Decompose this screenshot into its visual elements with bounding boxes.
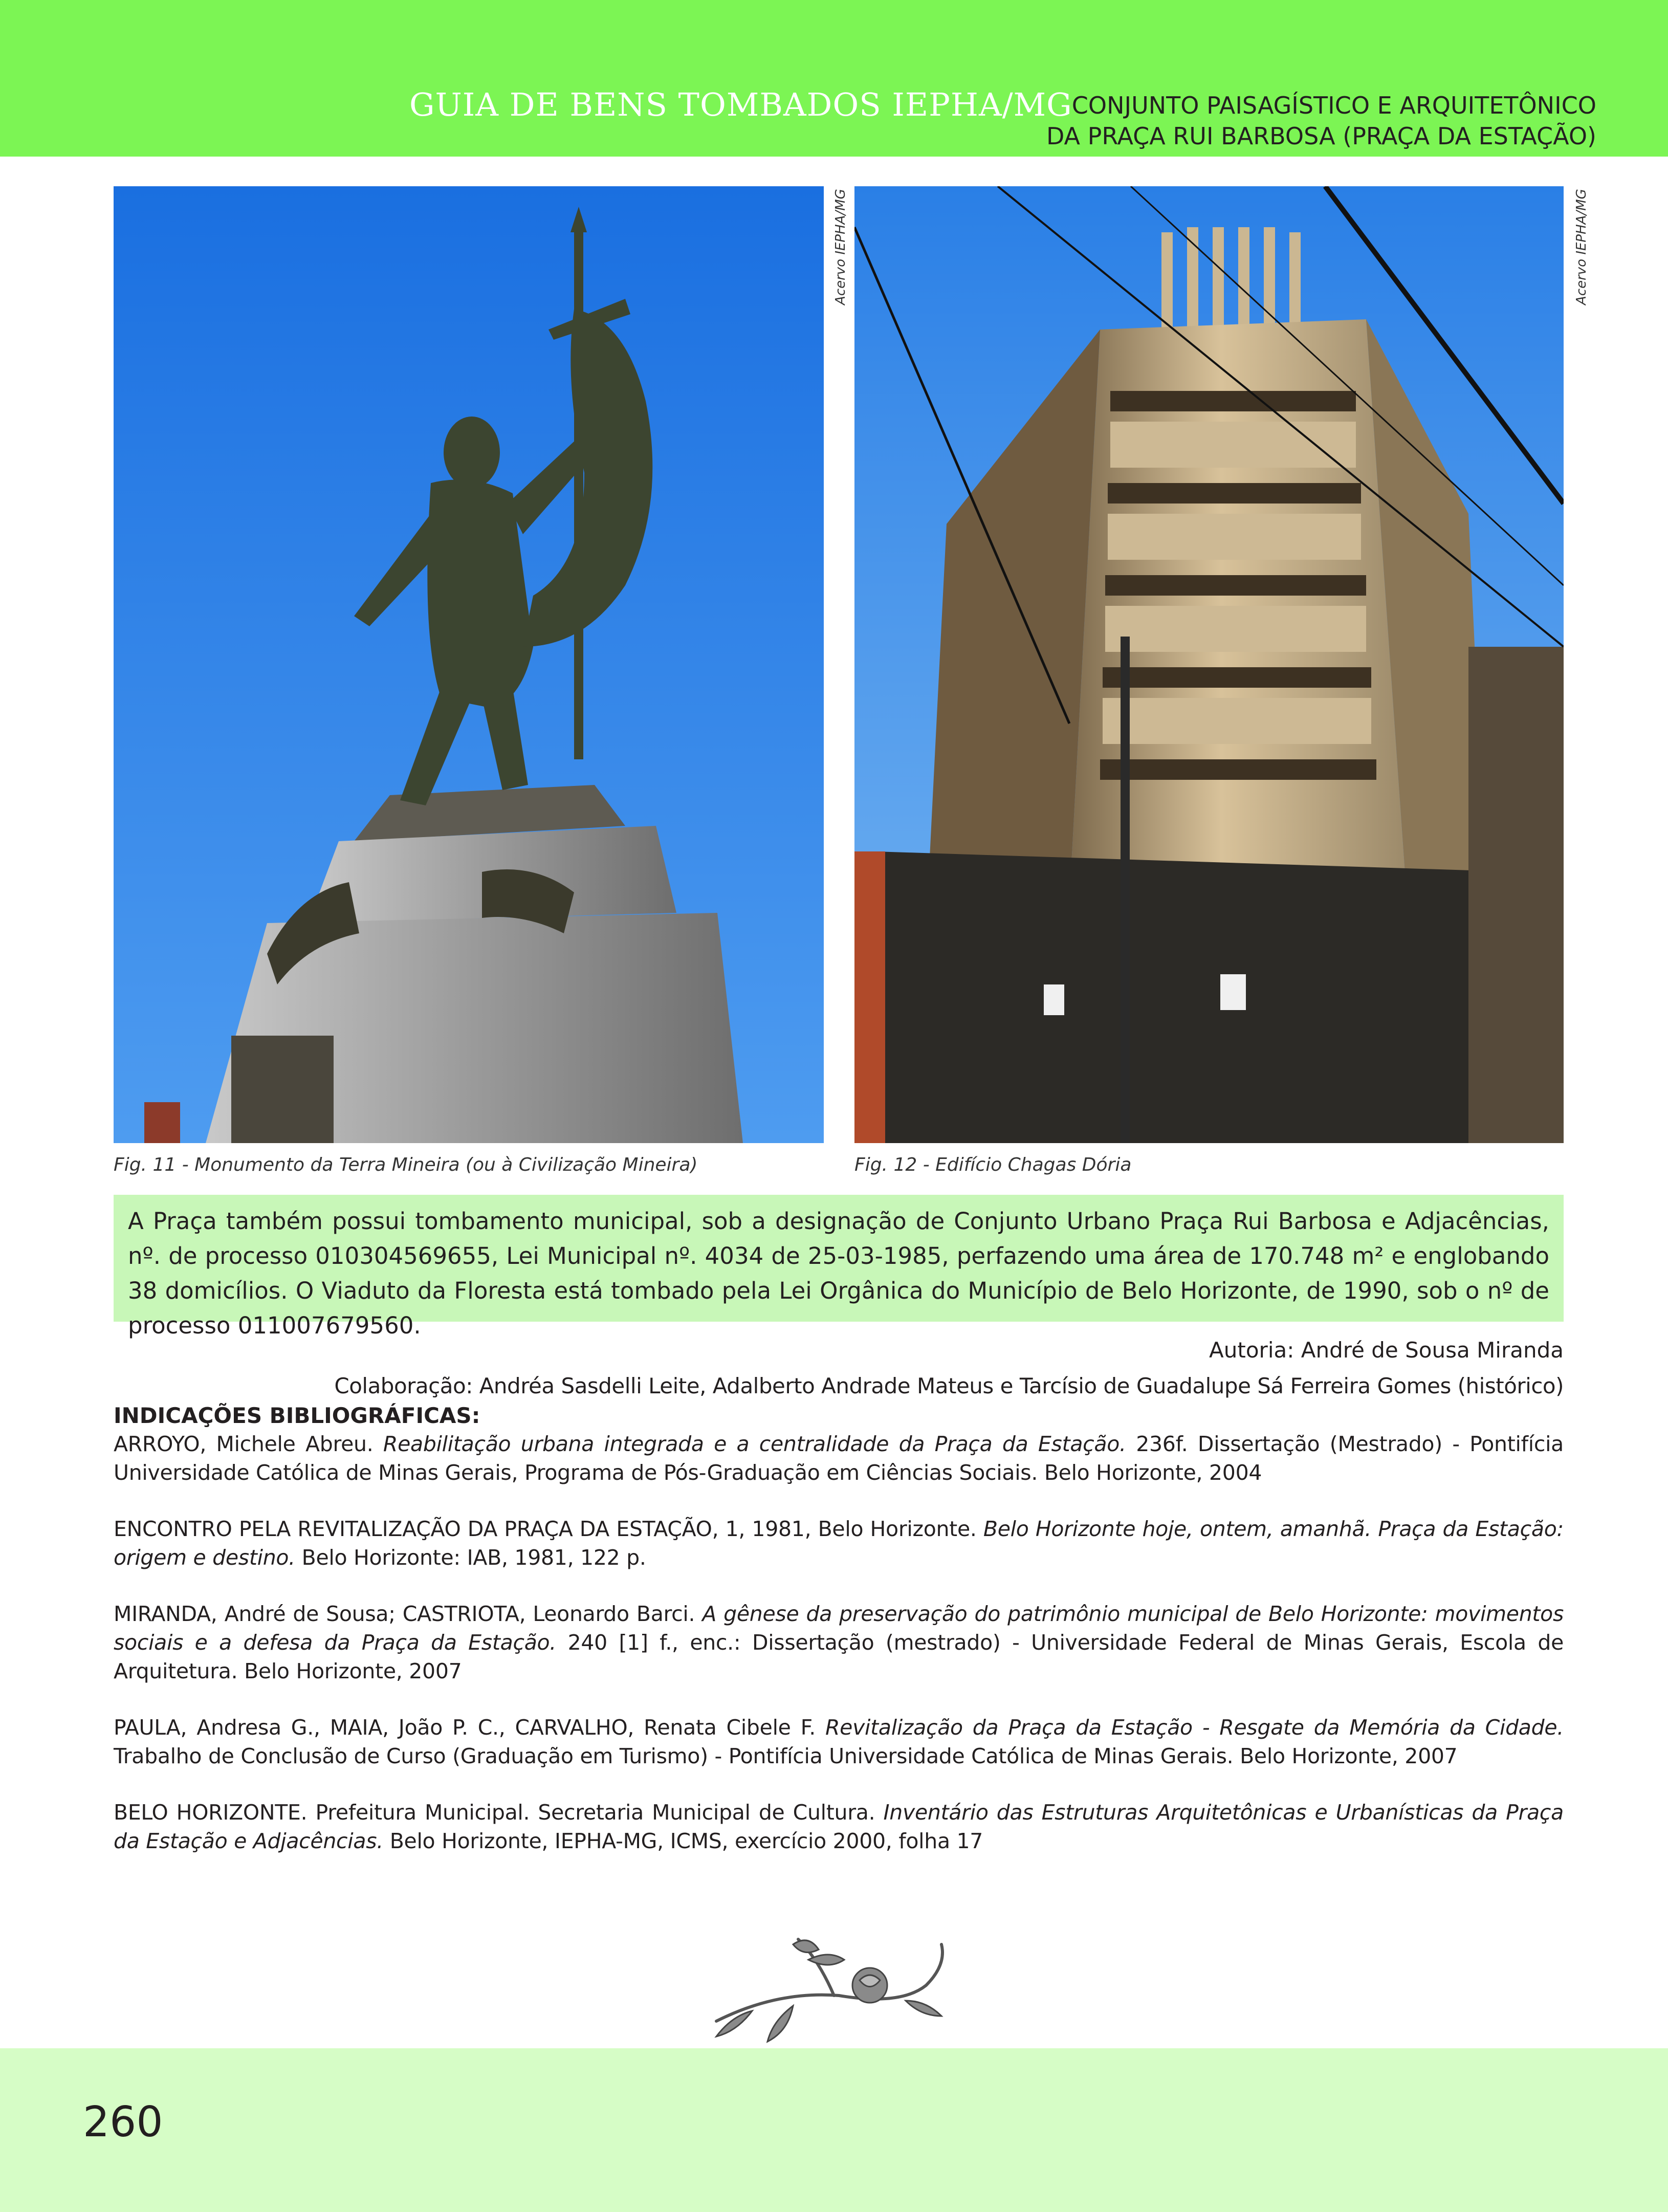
- entry-authors: ARROYO, Michele Abreu.: [114, 1432, 383, 1456]
- entry-authors: PAULA, Andresa G., MAIA, João P. C., CARVALHO, Renata Cibele F.: [114, 1715, 825, 1740]
- entry-authors: MIRANDA, André de Sousa; CASTRIOTA, Leonardo Barci.: [114, 1602, 703, 1626]
- bibliography-entry: [114, 1713, 1564, 1770]
- entry-authors: ENCONTRO PELA REVITALIZAÇÃO DA PRAÇA DA ESTAÇÃO, 1, 1981, Belo Horizonte.: [114, 1517, 983, 1541]
- entry-details: Belo Horizonte: IAB, 1981, 122 p.: [295, 1545, 646, 1570]
- entry-title: Revitalização da Praça da Estação - Resgate da Memória da Cidade.: [825, 1715, 1564, 1740]
- photo-credit: Acervo IEPHA/MG: [1574, 189, 1589, 305]
- entry-details: Belo Horizonte, IEPHA-MG, ICMS, exercício 2000, folha 17: [383, 1829, 983, 1853]
- photo-credit: Acervo IEPHA/MG: [833, 189, 848, 305]
- authorship: Autoria: André de Sousa Miranda: [1209, 1338, 1564, 1363]
- figure-11-caption: Fig. 11 - Monumento da Terra Mineira (ou à Civilização Mineira): [114, 1154, 698, 1175]
- entry-authors: BELO HORIZONTE. Prefeitura Municipal. Secretaria Municipal de Cultura.: [114, 1800, 884, 1825]
- section-title-line-1: CONJUNTO PAISAGÍSTICO E ARQUITETÔNICO: [1071, 92, 1596, 119]
- bibliography-entry: [114, 1600, 1564, 1685]
- guide-title: GUIA DE BENS TOMBADOS IEPHA/MG: [409, 86, 1072, 123]
- section-title: [982, 90, 1596, 151]
- entry-title: Reabilitação urbana integrada e a centralidade da Praça da Estação.: [383, 1432, 1126, 1456]
- entry-title: A gênese da preservação do patrimônio municipal de Belo Horizonte: movimentos sociais e a defesa da Praça da Estação.: [114, 1602, 1564, 1655]
- monument-photo: [114, 186, 824, 1143]
- entry-title: Inventário das Estruturas Arquitetônicas e Urbanísticas da Praça da Estação e Adjacências.: [114, 1800, 1564, 1853]
- building-photo: [854, 186, 1564, 1143]
- page-number: 260: [83, 2098, 163, 2147]
- entry-title: Belo Horizonte hoje, ontem, amanhã. Praça da Estação: origem e destino.: [114, 1517, 1564, 1570]
- figure-12-caption: Fig. 12 - Edifício Chagas Dória: [854, 1154, 1132, 1175]
- entry-details: 236f. Dissertação (Mestrado) - Pontifícia Universidade Católica de Minas Gerais, Programa de Pós-Graduação em Ciências Sociais. Belo Horizonte, 2004: [114, 1432, 1564, 1485]
- bibliography-entry: [114, 1430, 1564, 1487]
- rose-ornament-icon: [706, 1929, 962, 2047]
- section-title-line-2: DA PRAÇA RUI BARBOSA (PRAÇA DA ESTAÇÃO): [1046, 122, 1596, 150]
- bibliography-entry: [114, 1798, 1564, 1855]
- entry-details: 240 [1] f., enc.: Dissertação (mestrado) - Universidade Federal de Minas Gerais, Escola de Arquitetura. Belo Horizonte, 2007: [114, 1630, 1564, 1683]
- bibliography-heading: INDICAÇÕES BIBLIOGRÁFICAS:: [114, 1403, 480, 1428]
- page-header: [0, 0, 1668, 157]
- collaboration: Colaboração: Andréa Sasdelli Leite, Adalberto Andrade Mateus e Tarcísio de Guadalupe Sá Ferreira Gomes (histórico): [334, 1373, 1564, 1398]
- page-footer: [0, 2048, 1668, 2212]
- municipal-listing-note: A Praça também possui tombamento municipal, sob a designação de Conjunto Urbano Praça Rui Barbosa e Adjacências, nº. de processo 010304569655, Lei Municipal nº. 4034 de 25-03-1985, perfazendo uma área de 170.748 m² e englobando 38 domicílios. O Viaduto da Floresta está tombado pela Lei Orgânica do Município de Belo Horizonte, de 1990, sob o nº de processo 011007679560.: [114, 1195, 1564, 1322]
- bibliography-list: [114, 1430, 1564, 1883]
- bibliography-entry: [114, 1515, 1564, 1572]
- entry-details: Trabalho de Conclusão de Curso (Graduação em Turismo) - Pontifícia Universidade Católica de Minas Gerais. Belo Horizonte, 2007: [114, 1744, 1458, 1768]
